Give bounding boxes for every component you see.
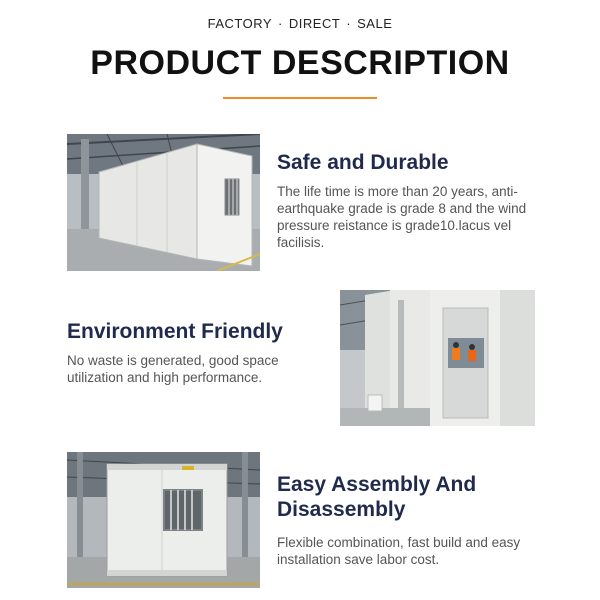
section-heading-environment: Environment Friendly: [67, 320, 283, 343]
container-house-side-view-image: [67, 134, 260, 271]
tagline-word-factory: FACTORY: [207, 16, 273, 31]
title-accent-line: [223, 97, 377, 99]
section-heading-easy-assembly: Easy Assembly And Disassembly: [277, 473, 477, 521]
container-house-interior-view-image: [340, 290, 535, 426]
tagline-separator: ·: [346, 16, 352, 31]
tagline-word-sale: SALE: [357, 16, 393, 31]
page-title: PRODUCT DESCRIPTION: [90, 44, 510, 82]
section-text-environment: No waste is generated, good space utilization and high performance.: [67, 353, 279, 385]
section-heading-safe-durable: Safe and Durable: [277, 151, 449, 174]
tagline-separator: ·: [278, 16, 283, 31]
section-text-easy-assembly: Flexible combination, fast build and easy installation save labor cost.: [277, 535, 521, 567]
section-text-safe-durable: The life time is more than 20 years, anti-earthquake grade is grade 8 and the wind pressure reistance is grade10.lacus vel facilisis.: [277, 184, 527, 250]
container-house-front-view-image: [67, 452, 260, 588]
tagline-word-direct: DIRECT: [288, 16, 341, 31]
tagline: [0, 16, 600, 31]
